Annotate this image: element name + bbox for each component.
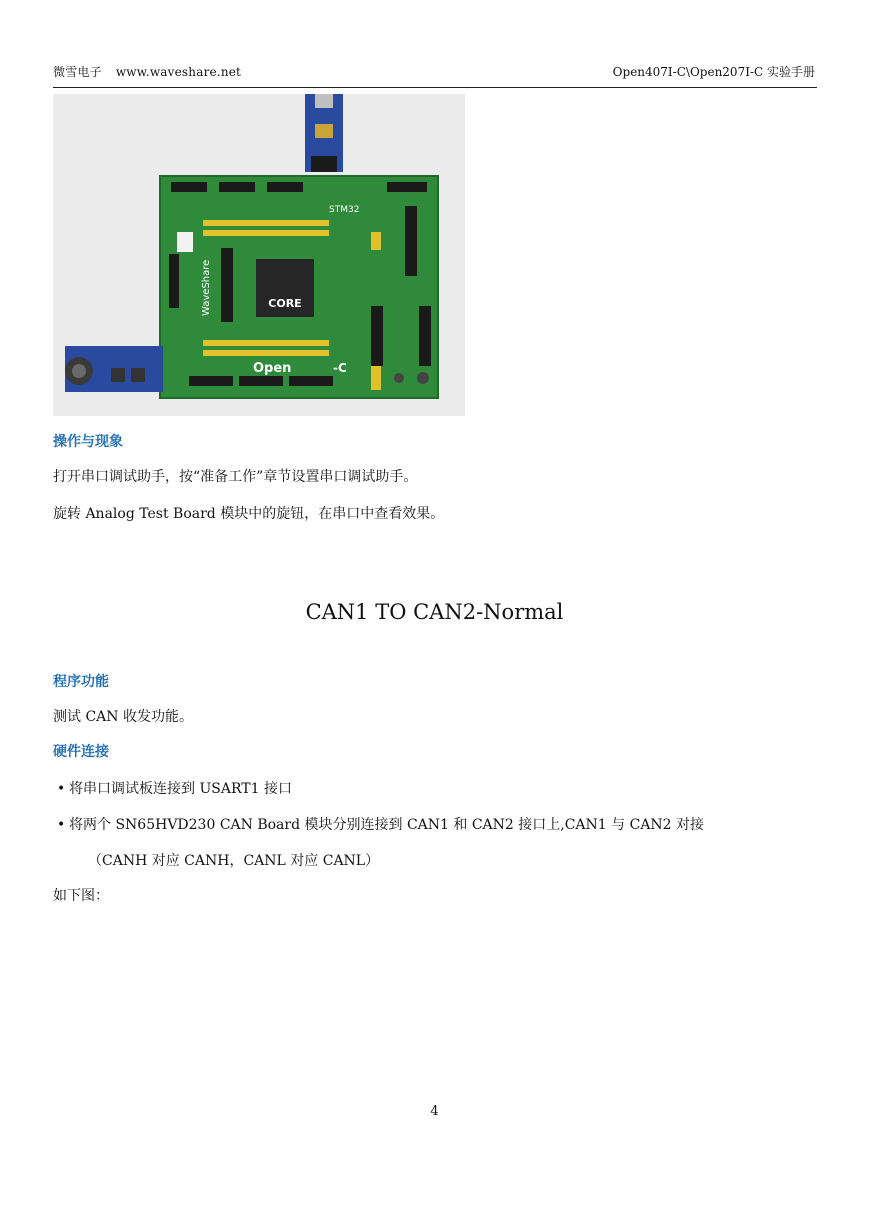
operation-line-1: 打开串口调试助手，按“准备工作”章节设置串口调试助手。	[53, 469, 418, 485]
board-suffix-label: -C	[333, 361, 347, 375]
chapter-title: CAN1 TO CAN2-Normal	[305, 600, 564, 624]
bullet-item-2	[57, 814, 704, 834]
function-text: 测试 CAN 收发功能。	[53, 709, 193, 725]
board-model-label: Open	[253, 361, 292, 376]
header-rule	[53, 87, 817, 88]
bullet-text-1: 将串口调试板连接到 USART1 接口	[69, 781, 292, 797]
stm32-label: STM32	[329, 205, 360, 215]
section-heading-function: 程序功能	[53, 674, 109, 690]
bullet-symbol: •	[57, 817, 66, 833]
header-manual-title: Open407I-C\Open207I-C 实验手册	[612, 65, 815, 79]
section-heading-hardware: 硬件连接	[53, 744, 109, 760]
bullet-item-1	[57, 778, 292, 798]
figure-lead-text: 如下图：	[53, 888, 109, 904]
bullet-item-2-continuation: （CANH 对应 CANH，CANL 对应 CANL）	[88, 853, 380, 869]
header-website: www.waveshare.net	[115, 65, 242, 79]
bullet-text-2: 将两个 SN65HVD230 CAN Board 模块分别连接到 CAN1 和 CAN2 接口上,CAN1 与 CAN2 对接	[69, 817, 705, 833]
operation-line-2: 旋转 Analog Test Board 模块中的旋钮，在串口中查看效果。	[53, 506, 445, 522]
section-heading-operation: 操作与现象	[53, 434, 123, 450]
bullet-symbol: •	[57, 781, 66, 797]
core-label: CORE	[268, 297, 302, 310]
page-number: 4	[430, 1104, 439, 1119]
page-header-left	[53, 63, 241, 80]
brand-label: WaveShare	[201, 259, 212, 316]
board-photo	[53, 94, 465, 416]
header-company: 微雪电子	[53, 65, 102, 79]
